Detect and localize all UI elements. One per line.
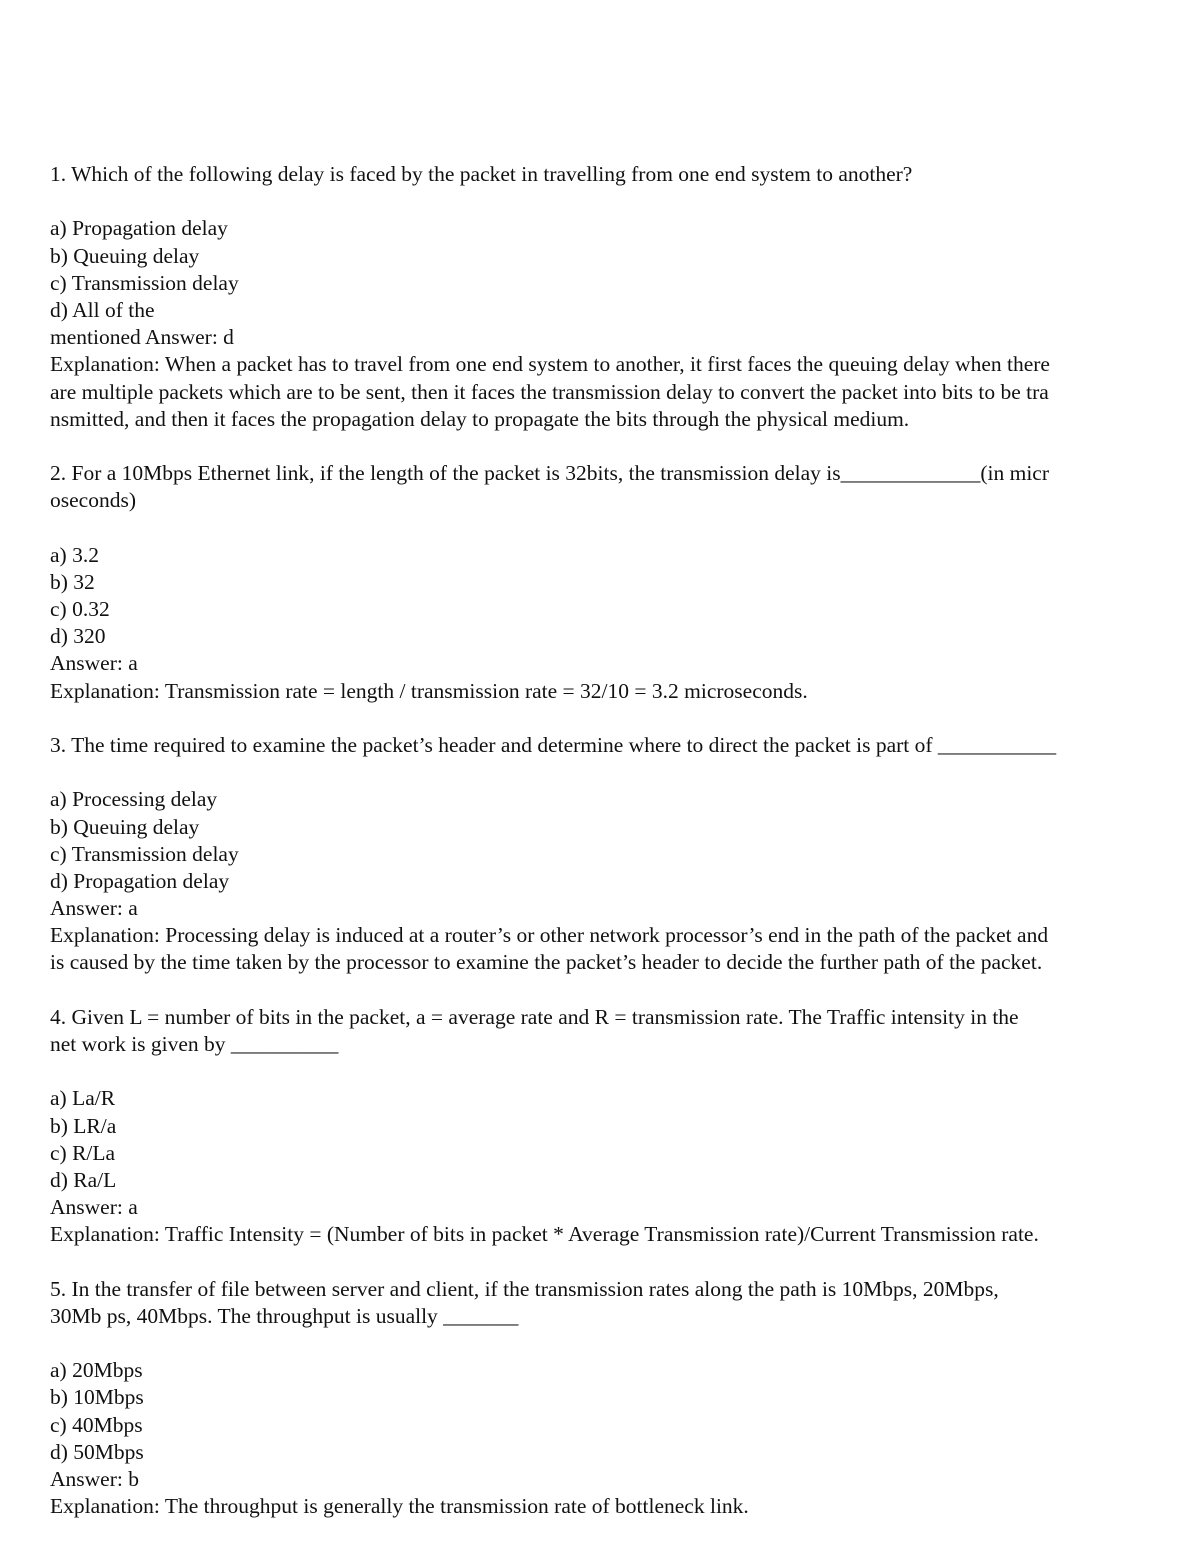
spacer <box>50 1249 1150 1276</box>
answer-text: Answer: a <box>50 896 138 921</box>
document-page <box>50 161 1150 1520</box>
question-text: 3. The time required to examine the packet’s header and determine where to direct the packet is part of ___________ <box>50 732 1057 757</box>
answer-text: mentioned Answer: d <box>50 325 234 350</box>
answer-text: Answer: a <box>50 1195 138 1220</box>
question-text: oseconds) <box>50 488 136 513</box>
spacer <box>50 977 1150 1004</box>
option-d: d) Ra/L <box>50 1167 117 1192</box>
question-text: 4. Given L = number of bits in the packet, a = average rate and R = transmission rate. The Traffic intensity in the <box>50 1004 1019 1029</box>
explanation-text: Explanation: Transmission rate = length / transmission rate = 32/10 = 3.2 microseconds. <box>50 678 808 703</box>
question-text: 5. In the transfer of file between server and client, if the transmission rates along the path is 10Mbps, 20Mbps, <box>50 1276 999 1301</box>
explanation-text: Explanation: When a packet has to travel from one end system to another, it first faces the queuing delay when there <box>50 352 1050 377</box>
explanation-text: nsmitted, and then it faces the propagation delay to propagate the bits through the physical medium. <box>50 406 910 431</box>
spacer <box>50 514 1150 541</box>
option-c: c) R/La <box>50 1140 116 1165</box>
option-a: a) 20Mbps <box>50 1358 143 1383</box>
question-text: net work is given by __________ <box>50 1032 339 1056</box>
question-block <box>50 1004 1150 1276</box>
option-a: a) 3.2 <box>50 542 99 567</box>
answer-text: Answer: a <box>50 651 138 676</box>
option-b: b) Queuing delay <box>50 243 200 268</box>
explanation-text: Explanation: Processing delay is induced at a router’s or other network processor’s end in the path of the packet and <box>50 923 1049 948</box>
question-block <box>50 161 1150 460</box>
option-d: d) Propagation delay <box>50 868 230 893</box>
option-a: a) Propagation delay <box>50 216 228 241</box>
question-block <box>50 1276 1150 1521</box>
option-d: d) 50Mbps <box>50 1439 144 1464</box>
spacer <box>50 188 1150 215</box>
option-b: b) LR/a <box>50 1113 117 1138</box>
explanation-text: are multiple packets which are to be sent, then it faces the transmission delay to convert the packet into bits to be tra <box>50 379 1049 404</box>
question-block <box>50 460 1150 732</box>
option-b: b) 32 <box>50 569 95 594</box>
spacer <box>50 1058 1150 1085</box>
explanation-text: Explanation: The throughput is generally the transmission rate of bottleneck link. <box>50 1494 749 1519</box>
explanation-text: Explanation: Traffic Intensity = (Number of bits in packet * Average Transmission rate)/Current Transmission rate. <box>50 1222 1039 1247</box>
option-c: c) 40Mbps <box>50 1412 143 1437</box>
question-text: 30Mb ps, 40Mbps. The throughput is usually _______ <box>50 1303 519 1328</box>
option-c: c) Transmission delay <box>50 841 239 866</box>
question-text: 2. For a 10Mbps Ethernet link, if the length of the packet is 32bits, the transmission delay is_____________(in micr <box>50 461 1050 486</box>
explanation-text: is caused by the time taken by the processor to examine the packet’s header to decide the further path of the packet. <box>50 950 1043 975</box>
spacer <box>50 433 1150 460</box>
option-a: a) Processing delay <box>50 787 218 812</box>
spacer <box>50 759 1150 786</box>
option-c: c) Transmission delay <box>50 270 239 295</box>
option-b: b) Queuing delay <box>50 814 200 839</box>
spacer <box>50 1330 1150 1357</box>
option-c: c) 0.32 <box>50 597 110 621</box>
option-b: b) 10Mbps <box>50 1385 144 1410</box>
option-a: a) La/R <box>50 1086 116 1111</box>
question-block <box>50 732 1150 1004</box>
answer-text: Answer: b <box>50 1467 139 1491</box>
option-d: d) 320 <box>50 624 106 649</box>
question-text: 1. Which of the following delay is faced by the packet in travelling from one end system to another? <box>50 162 913 186</box>
option-d: d) All of the <box>50 297 155 322</box>
spacer <box>50 705 1150 732</box>
